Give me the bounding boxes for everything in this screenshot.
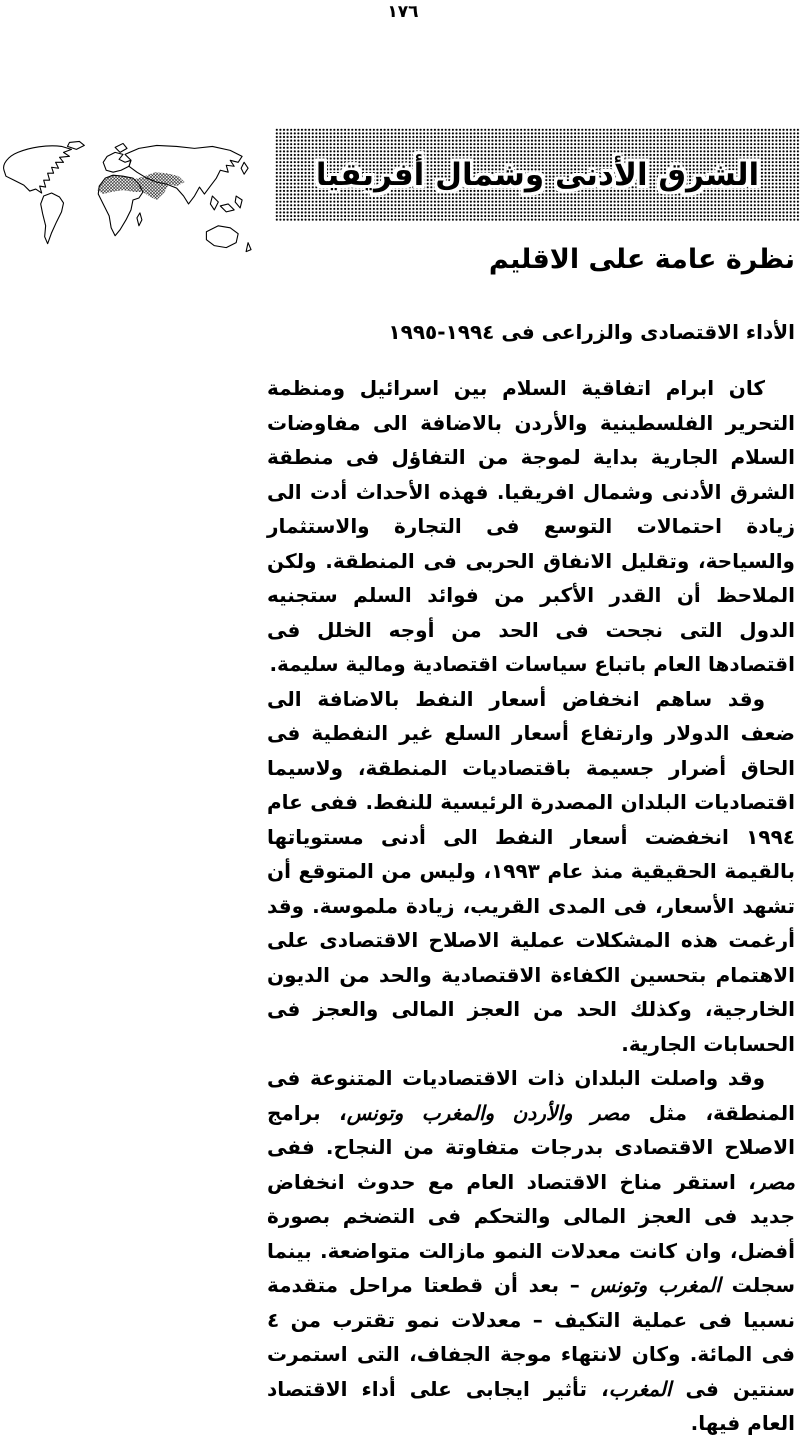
page-number: ١٧٦ [387, 2, 419, 22]
region-banner-title: الشرق الأدنى وشمال أفريقيا [315, 156, 760, 193]
body-paragraphs [267, 371, 795, 1441]
overview-heading: نظرة عامة على الاقليم [488, 244, 795, 275]
region-banner [275, 128, 800, 221]
paragraph-text: كان ابرام اتفاقية السلام بين اسرائيل ومنظمة التحرير الفلسطينية والأردن بالاضافة الى مفاوضات السلام الجارية بداية لموجة من التفاؤل فى منطقة الشرق الأدنى وشمال افريقيا. فهذه الأحداث أدت الى زيادة احتمالات التوسع فى التجارة والاستثمار والسياحة، وتقليل الانفاق الحربى فى المنطقة. ولكن الملاحظ أن القدر الأكبر من فوائد السلم ستجنيه الدول التى نجحت فى الحد من أوجه الخلل فى اقتصادها العام باتباع سياسات اقتصادية ومالية سليمة. [267, 376, 795, 676]
country-name-italic: المغرب [608, 1376, 672, 1401]
paragraph [267, 1061, 795, 1441]
country-name-italic: مصر [755, 1169, 795, 1194]
country-name-italic: المغرب وتونس [590, 1273, 721, 1297]
paragraph-text: – بعد أن قطعتا مراحل متقدمة نسبيا فى عملية التكيف – معدلات نمو تقترب من ٤ فى المائة. وكان لانتهاء موجة الجفاف، التى استمرت سنتين فى [267, 1273, 795, 1401]
world-map-figure [0, 140, 258, 258]
performance-subheading: الأداء الاقتصادى والزراعى فى ١٩٩٤-١٩٩٥ [388, 320, 795, 344]
paragraph [267, 682, 795, 1062]
paragraph-text: ، تأثير ايجابى على أداء الاقتصاد العام فيها. [267, 1376, 795, 1435]
paragraph-text: ، استقر مناخ الاقتصاد العام مع حدوث انخفاض جديد فى العجز المالى والتحكم فى التضخم بصورة أفضل، وان كانت معدلات النمو مازالت متواضعة. بينما سجلت [267, 1169, 795, 1297]
country-name-italic: مصر والأردن والمغرب وتونس [346, 1100, 631, 1125]
world-map [0, 140, 258, 258]
paragraph-text: وقد واصلت البلدان ذات الاقتصاديات المتنوعة فى المنطقة، مثل [267, 1066, 795, 1125]
paragraph [267, 371, 795, 682]
paragraph-text: ، برامج الاصلاح الاقتصادى بدرجات متفاوتة من النجاح. ففى [267, 1100, 795, 1159]
paragraph-text: وقد ساهم انخفاض أسعار النفط بالاضافة الى ضعف الدولار وارتفاع أسعار السلع غير النفطية فى الحاق أضرار جسيمة باقتصاديات المنطقة، ولاسيما اقتصاديات البلدان المصدرة الرئيسية للنفط. ففى عام ١٩٩٤ انخفضت أسعار النفط الى أدنى مستوياتها بالقيمة الحقيقية منذ عام ١٩٩٣، وليس من المتوقع أن تشهد الأسعار، فى المدى القريب، زيادة ملموسة. وقد أرغمت هذه المشكلات عملية الاصلاح الاقتصادى على الاهتمام بتحسين الكفاءة الاقتصادية والحد من الديون الخارجية، وكذلك الحد من العجز المالى والعجز فى الحسابات الجارية. [267, 686, 795, 1056]
